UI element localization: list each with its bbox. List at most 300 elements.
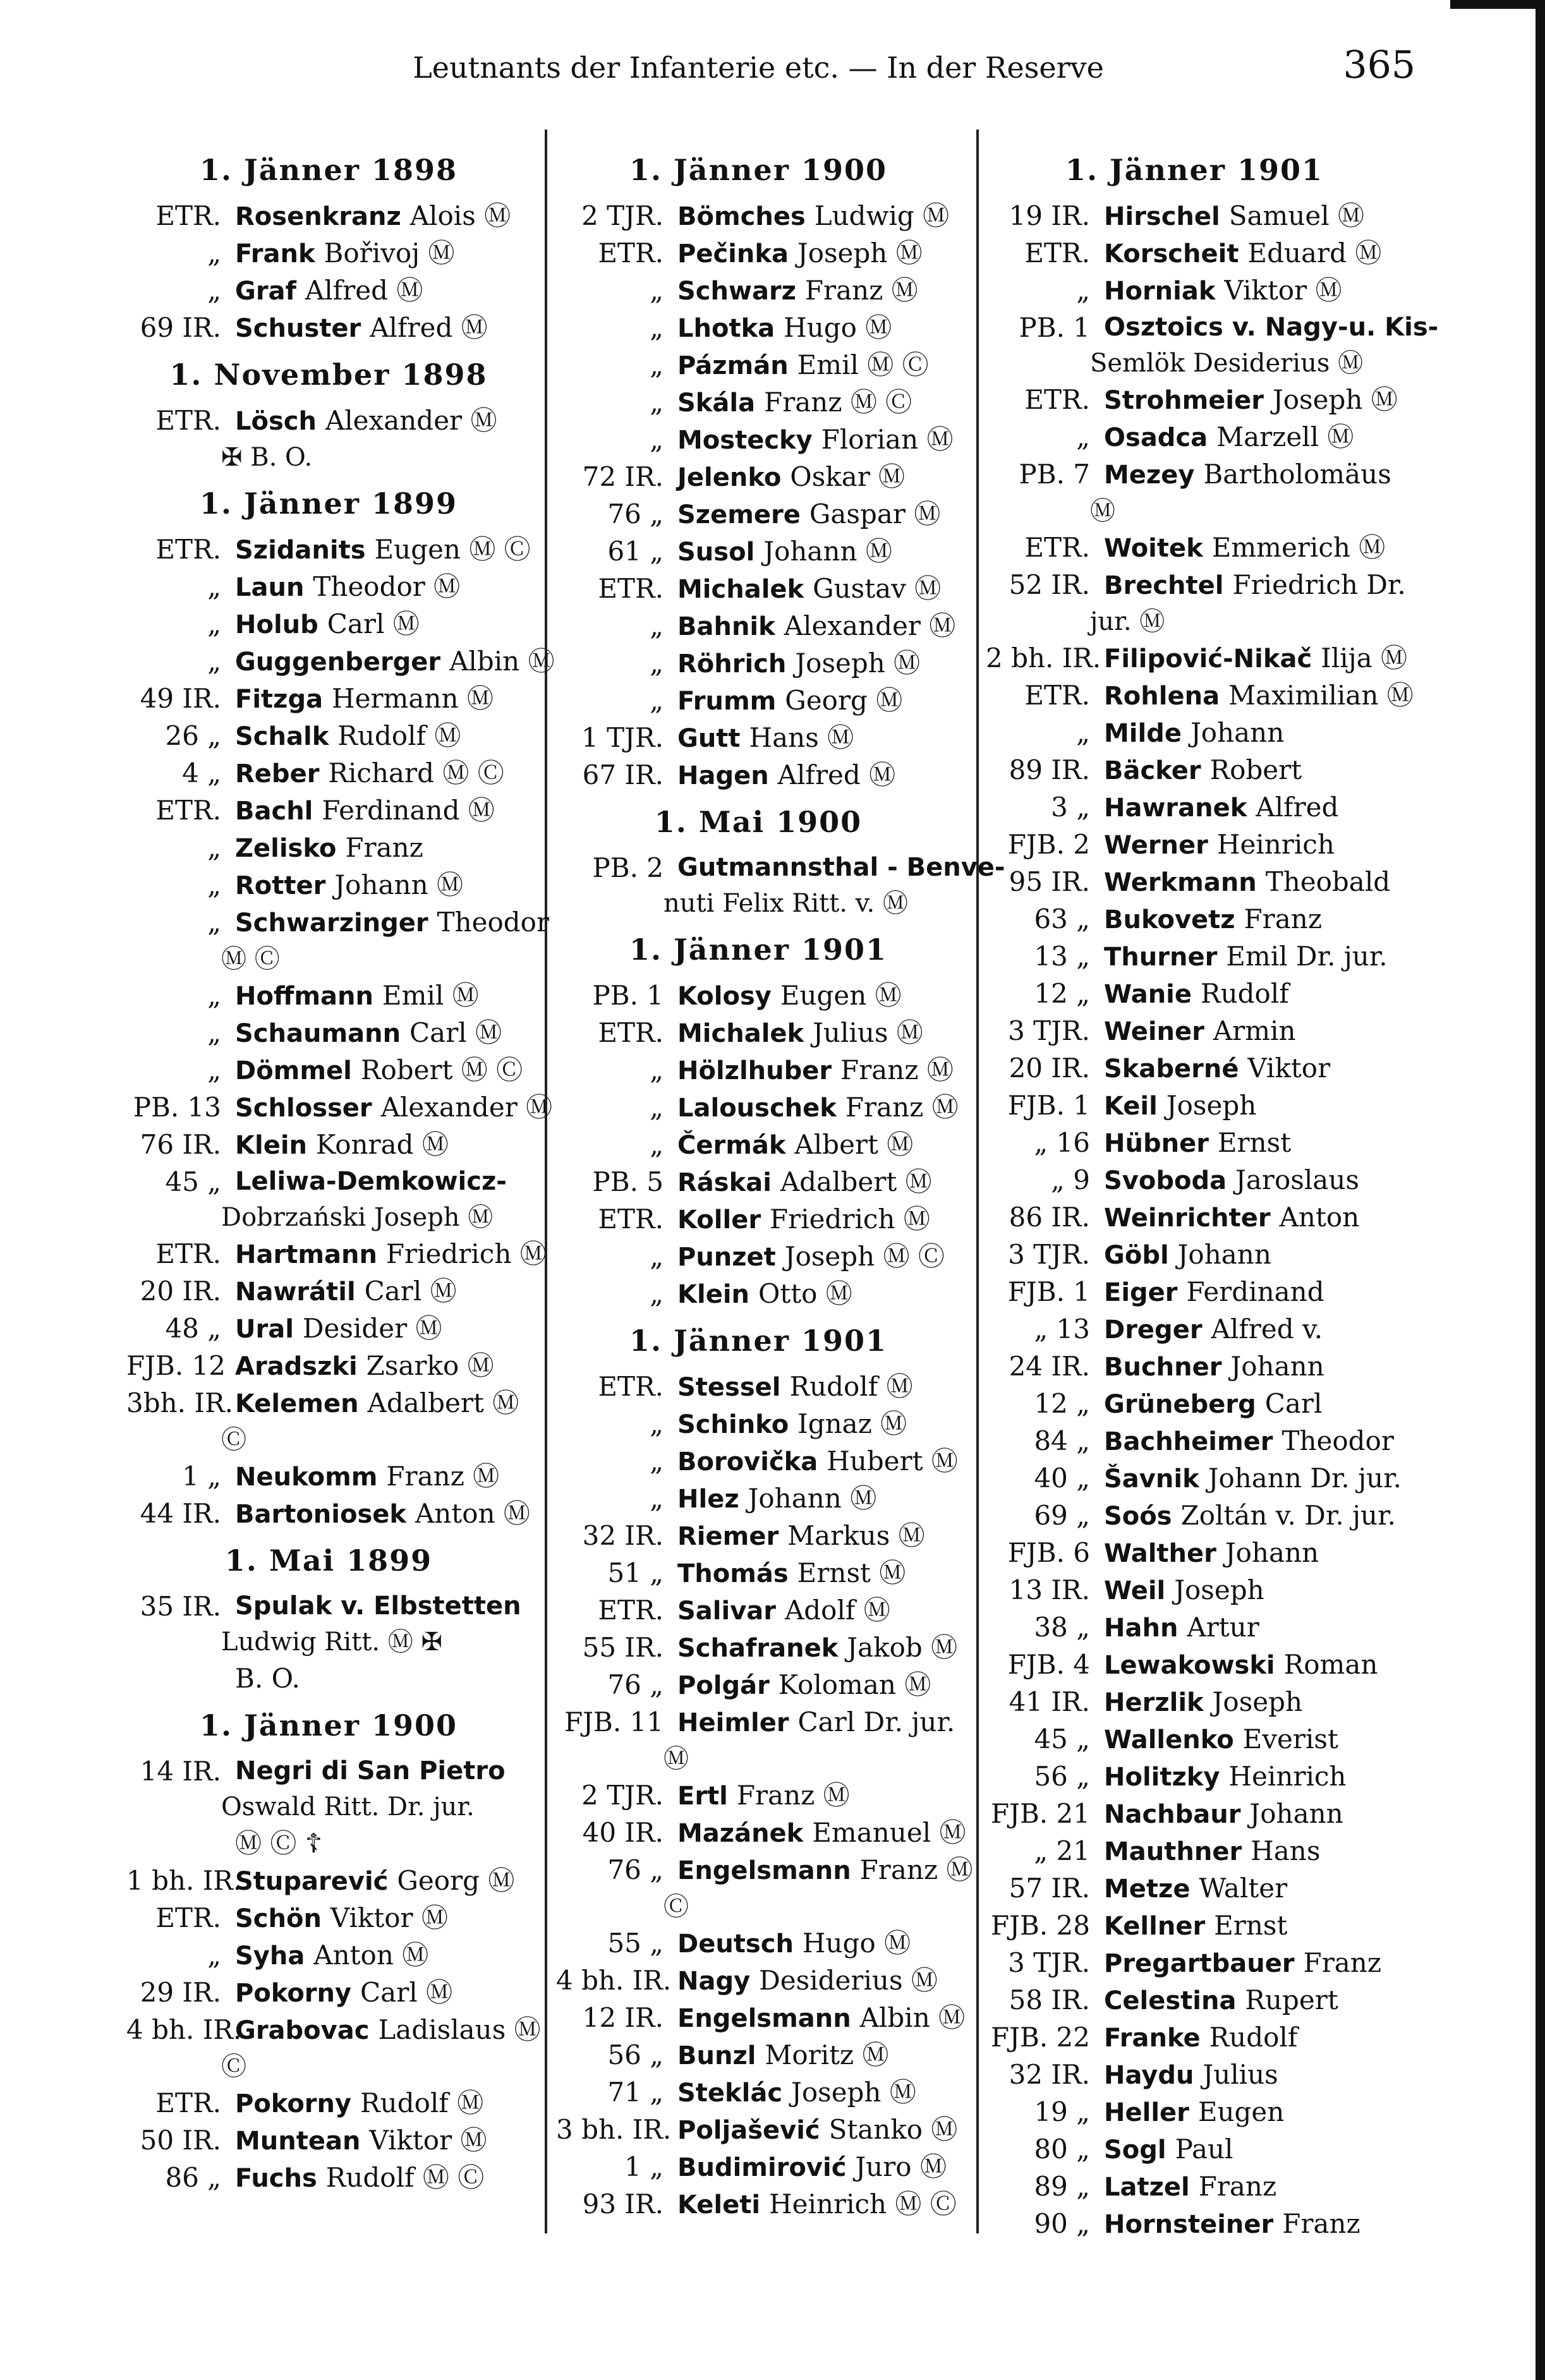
entry-surname: Schwarz xyxy=(677,277,796,306)
register-entry xyxy=(126,1015,531,1052)
entry-surname: Hahn xyxy=(1104,1614,1178,1643)
entry-surname: Mezey xyxy=(1104,461,1195,490)
entry-indent xyxy=(556,886,663,922)
register-entry xyxy=(986,1646,1403,1684)
entry-name xyxy=(677,1089,959,1127)
register-entry xyxy=(986,715,1403,752)
entry-unit: 84 „ xyxy=(1034,1425,1090,1456)
entry-unit: „ xyxy=(207,1940,221,1971)
register-entry xyxy=(986,1460,1403,1497)
entry-name xyxy=(677,645,920,682)
register-entry xyxy=(556,757,960,794)
register-entry xyxy=(556,459,960,496)
entry-unit: ETR. xyxy=(155,1238,221,1269)
entry-given-name: Emil Ⓜ Ⓒ xyxy=(797,349,929,380)
entry-unit: 95 IR. xyxy=(1009,866,1090,897)
entry-continuation xyxy=(556,1741,960,1777)
entry-unit: 1 „ xyxy=(182,1461,221,1492)
entry-given-name: Adalbert Ⓜ xyxy=(780,1166,932,1197)
entry-unit: ETR. xyxy=(1024,532,1090,563)
register-entry xyxy=(986,272,1403,310)
register-entry xyxy=(556,198,960,235)
entry-unit: 76 IR. xyxy=(140,1129,221,1160)
entry-surname: Werner xyxy=(1104,831,1208,860)
entry-given-name: B. O. xyxy=(235,1663,300,1694)
entry-unit: ETR. xyxy=(155,200,221,231)
entry-given-name: Marzell Ⓜ xyxy=(1216,421,1354,452)
entry-name xyxy=(1104,310,1438,346)
entry-name xyxy=(1104,1646,1378,1684)
register-entry xyxy=(126,755,531,792)
entry-surname: Grabovac xyxy=(235,2016,370,2045)
register-entry xyxy=(986,1087,1403,1125)
entry-given-name: Koloman Ⓜ xyxy=(778,1669,931,1700)
entry-surname: Nachbaur xyxy=(1104,1800,1241,1829)
entry-given-name: Johann Ⓜ xyxy=(763,536,892,567)
entry-surname: Lewakowski xyxy=(1104,1651,1275,1680)
entry-unit: „ xyxy=(207,608,221,639)
register-entry xyxy=(986,382,1403,419)
register-entry xyxy=(126,718,531,755)
entry-unit: „ xyxy=(1076,275,1090,306)
entry-surname: Frank xyxy=(235,239,315,269)
register-entry xyxy=(986,1125,1403,1162)
entry-given-name: Franz Ⓜ xyxy=(840,1054,954,1085)
entry-name xyxy=(235,531,531,569)
entry-unit: „ xyxy=(650,1241,663,1272)
entry-continuation xyxy=(556,1889,960,1925)
entry-given-name: Anton xyxy=(1279,1202,1360,1233)
entry-surname: Woitek xyxy=(1104,534,1203,563)
entry-name xyxy=(235,1863,514,1900)
entry-surname: Bömches xyxy=(677,202,806,231)
entry-unit: FJB. 11 xyxy=(564,1706,663,1737)
entry-name xyxy=(1104,1758,1346,1796)
entry-name xyxy=(1104,198,1364,235)
register-entry xyxy=(556,1815,966,1852)
entry-given-name: Viktor Ⓜ xyxy=(1224,275,1342,306)
entry-continuation xyxy=(986,493,1403,529)
entry-unit: 2 TJR. xyxy=(581,1780,663,1811)
entry-unit xyxy=(126,1825,235,1863)
entry-indent xyxy=(126,941,221,977)
entry-unit: 44 IR. xyxy=(140,1498,221,1529)
entry-name xyxy=(677,1518,925,1555)
entry-given-name: Florian Ⓜ xyxy=(821,424,954,455)
entry-name xyxy=(1104,640,1407,677)
entry-name xyxy=(1104,2057,1278,2094)
entry-surname: Osztoics v. Nagy-u. Kis- xyxy=(1104,313,1439,342)
register-entry xyxy=(986,677,1414,715)
register-entry xyxy=(986,1945,1403,1982)
entry-unit: 3 TJR. xyxy=(1008,1947,1090,1978)
entry-unit: 40 IR. xyxy=(582,1817,663,1848)
entry-name xyxy=(677,1015,923,1052)
entry-indent xyxy=(556,1889,663,1925)
entry-unit: PB. 2 xyxy=(592,852,663,883)
entry-name xyxy=(1104,1945,1381,1982)
scan-frame-side xyxy=(1536,0,1545,2380)
entry-given-name: Stanko Ⓜ xyxy=(828,2114,958,2145)
entry-unit: 4 bh. IR. xyxy=(126,2014,242,2045)
register-entry xyxy=(986,419,1403,456)
entry-given-name: Ferdinand xyxy=(1186,1276,1324,1307)
register-entry xyxy=(556,682,960,720)
entry-name xyxy=(235,1974,452,2012)
entry-continuation xyxy=(126,1624,531,1660)
section-heading: 1. Mai 1900 xyxy=(654,805,863,839)
entry-given-name: Viktor Ⓜ xyxy=(369,2125,487,2156)
entry-given-name: Ilija Ⓜ xyxy=(1321,643,1407,674)
entry-unit: 57 IR. xyxy=(1009,1873,1090,1904)
entry-unit: FJB. 12 xyxy=(126,1350,226,1381)
entry-surname: Wanie xyxy=(1104,980,1192,1009)
entry-name xyxy=(235,1458,499,1495)
entry-name xyxy=(677,496,940,533)
entry-surname: Spulak v. Elbstetten xyxy=(235,1592,521,1621)
entry-unit: „ xyxy=(650,1446,663,1477)
entry-unit: 32 IR. xyxy=(582,1520,663,1551)
entry-surname: Klein xyxy=(235,1131,308,1160)
entry-surname: Ertl xyxy=(677,1782,728,1811)
register-entry xyxy=(126,830,531,867)
entry-surname: Strohmeier xyxy=(1104,386,1264,415)
entry-unit: „ xyxy=(650,1054,663,1085)
entry-given-name: Johann xyxy=(1230,1351,1324,1382)
entry-surname: Walther xyxy=(1104,1539,1216,1568)
entry-given-name: Johann xyxy=(1225,1537,1319,1568)
entry-unit: „ xyxy=(1076,421,1090,452)
register-entry xyxy=(986,826,1403,864)
register-entry xyxy=(986,976,1403,1013)
page-number: 365 xyxy=(1343,43,1415,87)
entry-name xyxy=(677,1667,931,1704)
register-entry xyxy=(986,567,1406,604)
entry-name xyxy=(235,1348,494,1385)
entry-unit: 4 bh. IR. xyxy=(556,1965,672,1996)
entry-name xyxy=(677,198,949,235)
entry-unit: 89 „ xyxy=(1034,2171,1090,2202)
entry-surname: Holub xyxy=(235,610,318,639)
entry-unit: FJB. 4 xyxy=(1007,1649,1090,1680)
register-entry xyxy=(986,2168,1403,2206)
entry-unit: 63 „ xyxy=(1034,903,1090,934)
entry-surname: Muntean xyxy=(235,2127,361,2156)
entry-given-name: Desiderius Ⓜ xyxy=(759,1965,938,1996)
entry-indent xyxy=(126,1200,221,1236)
register-entry xyxy=(126,643,555,680)
entry-unit: 56 „ xyxy=(607,2039,663,2070)
entry-indent xyxy=(986,604,1090,640)
entry-unit: „ xyxy=(650,312,663,343)
entry-unit: FJB. 28 xyxy=(991,1910,1090,1941)
entry-name xyxy=(677,347,929,384)
entry-given-name: Ⓜ Ⓒ ☦ xyxy=(235,1828,322,1859)
register-entry xyxy=(986,1348,1403,1386)
register-entry xyxy=(556,1777,960,1815)
section-heading: 1. Jänner 1901 xyxy=(1065,153,1324,187)
entry-name xyxy=(235,1236,547,1273)
entry-unit: 29 IR. xyxy=(140,1977,221,2008)
register-entry xyxy=(986,235,1403,272)
entry-name xyxy=(677,1925,911,1962)
register-entry xyxy=(556,1089,960,1127)
entry-name xyxy=(235,977,479,1015)
register-entry xyxy=(126,977,531,1015)
entry-name xyxy=(235,1015,502,1052)
register-entry xyxy=(126,1863,531,1900)
entry-name xyxy=(235,1052,523,1089)
entry-name xyxy=(1104,529,1385,567)
entry-name xyxy=(677,1238,945,1276)
entry-unit: 93 IR. xyxy=(582,2189,663,2220)
entry-unit: 38 „ xyxy=(1034,1612,1090,1643)
entry-name xyxy=(677,2074,916,2111)
entry-unit: PB. 1 xyxy=(592,980,663,1011)
entry-surname: Franke xyxy=(1104,2024,1201,2053)
entry-name xyxy=(235,830,423,867)
entry-surname: Pečinka xyxy=(677,239,789,269)
entry-name xyxy=(1104,1348,1324,1386)
entry-surname: Frumm xyxy=(677,687,777,716)
entry-surname: Michalek xyxy=(677,1019,804,1048)
register-entry xyxy=(986,1758,1403,1796)
register-entry xyxy=(126,2012,541,2049)
entry-given-name: Joseph Ⓜ xyxy=(795,648,921,679)
entry-surname: Kolosy xyxy=(677,982,772,1011)
register-entry xyxy=(556,496,960,533)
register-entry xyxy=(556,608,960,645)
entry-surname: Rohlena xyxy=(1104,682,1220,711)
entry-surname: Schlosser xyxy=(235,1094,372,1123)
entry-name xyxy=(1104,2094,1284,2131)
scan-frame-top xyxy=(1450,0,1545,9)
register-entry xyxy=(556,1667,960,1704)
register-entry xyxy=(986,1907,1403,1945)
entry-unit: „ xyxy=(650,1483,663,1514)
entry-unit: „ xyxy=(650,685,663,716)
entry-given-name: Carl Dr. jur. xyxy=(797,1706,955,1737)
entry-unit: 76 „ xyxy=(607,498,663,529)
register-entry xyxy=(126,1348,531,1385)
entry-name xyxy=(1104,1460,1402,1497)
entry-note: jur. Ⓜ xyxy=(1090,607,1165,636)
entry-name xyxy=(1104,1907,1287,1945)
entry-surname: Fitzga xyxy=(235,685,324,714)
entry-surname: Ural xyxy=(235,1315,294,1344)
entry-indent xyxy=(986,346,1090,382)
register-entry xyxy=(126,1458,531,1495)
entry-given-name: Rudolf Ⓜ xyxy=(360,2087,484,2118)
entry-unit: PB. 1 xyxy=(1019,312,1090,343)
entry-surname: Rosenkranz xyxy=(235,202,401,231)
running-header: Leutnants der Infanterie etc. — In der Reserve xyxy=(413,51,1104,85)
entry-surname: Schalk xyxy=(235,722,329,751)
entry-surname: Mauthner xyxy=(1104,1837,1242,1866)
entry-name xyxy=(677,384,912,421)
entry-name xyxy=(1104,272,1342,310)
register-entry xyxy=(126,1825,531,1863)
entry-unit: „ xyxy=(207,238,221,269)
entry-note: Ⓒ xyxy=(221,1425,246,1454)
entry-unit: „ xyxy=(207,646,221,677)
entry-surname: Engelsmann xyxy=(677,2004,851,2033)
register-entry xyxy=(986,1833,1403,1870)
entry-given-name: Julius Ⓜ xyxy=(813,1017,923,1048)
entry-unit: „ xyxy=(207,869,221,900)
entry-surname: Bäcker xyxy=(1104,756,1201,785)
entry-unit: 55 „ xyxy=(607,1928,663,1959)
register-entry xyxy=(126,1089,553,1127)
entry-unit: 3 TJR. xyxy=(1008,1239,1090,1270)
entry-name xyxy=(235,402,497,440)
entry-surname: Werkmann xyxy=(1104,868,1257,897)
entry-given-name: Ernst xyxy=(1214,1910,1288,1941)
entry-name xyxy=(1104,1796,1343,1833)
entry-given-name: Richard Ⓜ Ⓒ xyxy=(328,758,504,788)
entry-unit: „ xyxy=(1076,717,1090,748)
column-1 xyxy=(126,142,555,2197)
entry-surname: Schinko xyxy=(677,1410,789,1439)
section-heading: 1. Jänner 1900 xyxy=(629,153,888,187)
entry-name xyxy=(1104,235,1381,272)
entry-unit: ETR. xyxy=(155,2087,221,2118)
column-3 xyxy=(986,142,1439,2243)
entry-continuation xyxy=(126,440,531,476)
entry-surname: Koller xyxy=(677,1205,761,1235)
entry-continuation xyxy=(126,1789,531,1825)
entry-surname: Schaumann xyxy=(235,1019,401,1048)
entry-name xyxy=(677,1480,876,1518)
entry-unit: „ xyxy=(650,387,663,418)
entry-unit: „ xyxy=(650,1278,663,1309)
entry-unit: FJB. 21 xyxy=(991,1798,1090,1829)
entry-name xyxy=(677,2186,957,2223)
entry-surname: Rotter xyxy=(235,871,326,900)
entry-surname: Pokorny xyxy=(235,2089,352,2118)
entry-unit: 69 IR. xyxy=(140,312,221,343)
entry-note: Oswald Ritt. Dr. jur. xyxy=(221,1792,475,1821)
entry-surname: Szemere xyxy=(677,500,801,529)
register-entry xyxy=(556,1164,960,1201)
register-entry xyxy=(986,789,1403,826)
entry-surname: Brechtel xyxy=(1104,571,1224,600)
entry-surname: Szidanits xyxy=(235,536,366,565)
register-entry xyxy=(556,1127,960,1164)
entry-name xyxy=(677,1962,938,2000)
register-entry xyxy=(986,938,1403,976)
entry-name xyxy=(677,421,953,459)
entry-unit: „ xyxy=(207,275,221,306)
entry-surname: Latzel xyxy=(1104,2173,1190,2202)
entry-surname: Punzet xyxy=(677,1243,776,1272)
entry-name xyxy=(1104,2168,1276,2206)
entry-name xyxy=(1104,1050,1330,1087)
entry-name xyxy=(235,198,511,235)
entry-name xyxy=(677,1052,954,1089)
register-entry xyxy=(986,2057,1403,2094)
entry-given-name: Carl Ⓜ xyxy=(409,1017,502,1048)
entry-given-name: Theodor Ⓜ xyxy=(313,571,461,602)
entry-unit: 2 bh. IR. xyxy=(986,643,1101,674)
entry-surname: Hirschel xyxy=(1104,202,1220,231)
register-entry xyxy=(556,1052,960,1089)
entry-continuation xyxy=(986,346,1403,382)
entry-name xyxy=(1104,1125,1291,1162)
entry-given-name: Theodor xyxy=(1281,1425,1394,1456)
entry-name xyxy=(235,1825,322,1863)
entry-surname: Korscheit xyxy=(1104,239,1239,269)
entry-given-name: Emanuel Ⓜ xyxy=(812,1817,966,1848)
register-entry xyxy=(556,645,960,682)
entry-unit: „ xyxy=(207,832,221,863)
entry-name xyxy=(677,533,892,571)
entry-name xyxy=(235,867,463,904)
entry-surname: Bunzl xyxy=(677,2041,756,2070)
entry-surname: Horniak xyxy=(1104,277,1216,306)
entry-name xyxy=(1104,1684,1302,1721)
register-entry xyxy=(126,1052,531,1089)
entry-name xyxy=(1104,419,1354,456)
section-heading: 1. November 1898 xyxy=(169,358,488,392)
entry-unit: 4 „ xyxy=(182,758,221,788)
entry-name xyxy=(1104,1497,1396,1535)
entry-continuation xyxy=(126,1200,531,1236)
register-entry xyxy=(126,1937,531,1974)
entry-given-name: Gaspar Ⓜ xyxy=(809,498,941,529)
entry-unit: „ xyxy=(650,610,663,641)
entry-unit: 1 „ xyxy=(624,2151,663,2182)
entry-unit: 86 IR. xyxy=(1009,1202,1090,1233)
register-entry xyxy=(556,235,960,272)
register-entry xyxy=(986,2206,1403,2243)
entry-name xyxy=(677,720,854,757)
register-entry xyxy=(126,1236,547,1273)
entry-name xyxy=(1104,1870,1287,1907)
entry-name xyxy=(677,2149,947,2186)
entry-surname: Hlez xyxy=(677,1485,739,1514)
entry-name xyxy=(677,1704,955,1741)
register-entry xyxy=(556,850,1005,886)
entry-name xyxy=(677,1127,913,1164)
entry-given-name: Emil Dr. jur. xyxy=(1226,941,1388,972)
entry-unit: ETR. xyxy=(598,1371,663,1402)
entry-given-name: Rudolf Ⓜ xyxy=(337,720,461,751)
register-entry xyxy=(126,606,531,643)
entry-given-name: Bořivoj Ⓜ xyxy=(324,238,455,269)
entry-name xyxy=(1104,1721,1338,1758)
entry-name xyxy=(235,1385,519,1422)
register-entry xyxy=(986,752,1403,789)
entry-unit: PB. 7 xyxy=(1019,459,1090,490)
entry-given-name: Ludwig Ⓜ xyxy=(814,200,950,231)
entry-note: Ludwig Ritt. Ⓜ ✠ xyxy=(221,1628,442,1657)
entry-given-name: Walter xyxy=(1199,1873,1288,1904)
entry-unit: 12 „ xyxy=(1034,978,1090,1009)
entry-indent xyxy=(126,1422,221,1458)
section-heading: 1. Jänner 1901 xyxy=(629,1324,888,1358)
entry-given-name: Joseph xyxy=(1212,1686,1303,1717)
entry-unit: FJB. 1 xyxy=(1007,1276,1090,1307)
entry-surname: Sogl xyxy=(1104,2135,1166,2165)
entry-unit: 89 IR. xyxy=(1009,754,1090,785)
entry-name xyxy=(1104,715,1284,752)
entry-name xyxy=(677,682,902,720)
entry-given-name: Zoltán v. Dr. jur. xyxy=(1180,1500,1396,1531)
entry-name xyxy=(235,1127,449,1164)
entry-name xyxy=(1104,1236,1271,1274)
register-entry xyxy=(556,1629,960,1667)
